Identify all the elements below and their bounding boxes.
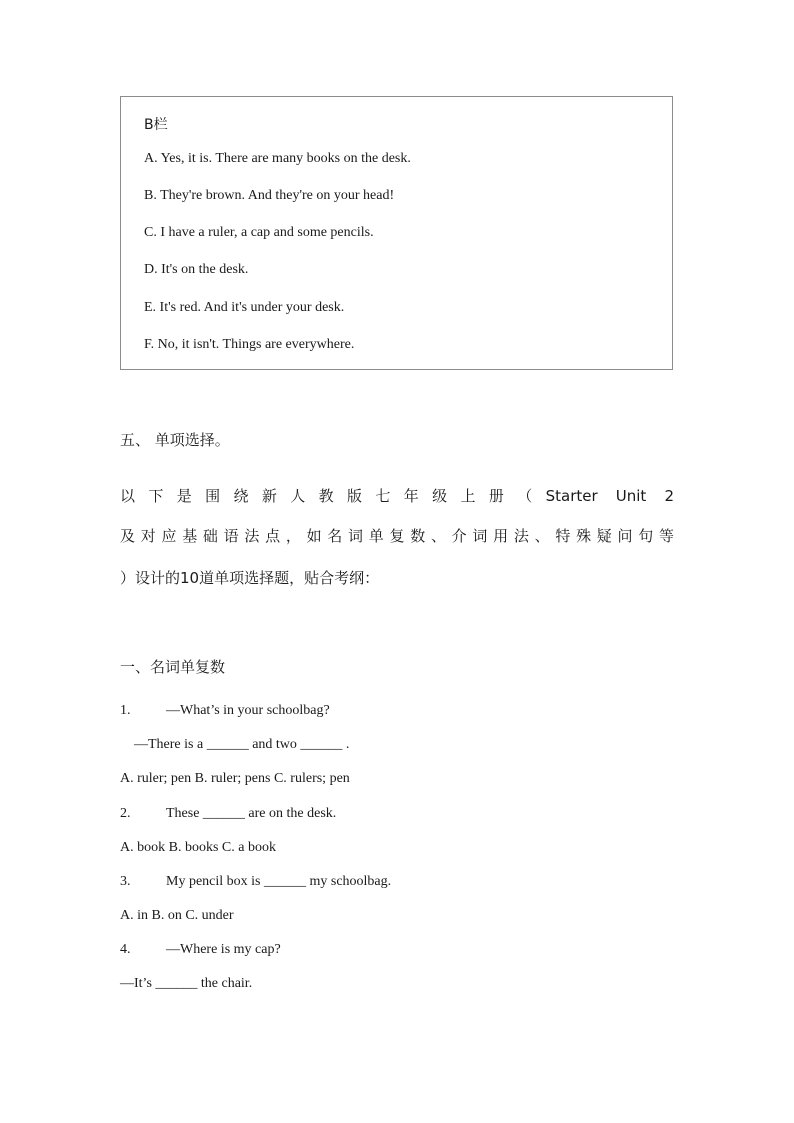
column-b-title: B栏: [144, 117, 168, 133]
column-b-option-d: D. It's on the desk.: [144, 262, 249, 277]
column-b-option-a: A. Yes, it is. There are many books on the desk.: [144, 151, 411, 166]
question-3-options: A. in B. on C. under: [120, 908, 234, 923]
section-five-heading: 五、 单项选择。: [120, 431, 230, 449]
question-2-text: These ______ are on the desk.: [166, 806, 337, 821]
column-b-option-f: F. No, it isn't. Things are everywhere.: [144, 337, 355, 352]
question-1-text: —What’s in your schoolbag?: [166, 703, 330, 718]
section-five-intro-line2: 及对应基础语法点，如名词单复数、介词用法、特殊疑问句等: [120, 527, 674, 545]
question-1: [120, 703, 330, 719]
question-4: [120, 942, 281, 958]
question-2-options: A. book B. books C. a book: [120, 840, 276, 855]
question-4-text: —Where is my cap?: [166, 942, 281, 957]
column-b-option-b: B. They're brown. And they're on your head!: [144, 188, 395, 203]
question-2: [120, 806, 336, 822]
column-b-option-e: E. It's red. And it's under your desk.: [144, 300, 345, 315]
column-b-option-c: C. I have a ruler, a cap and some pencils.: [144, 225, 374, 240]
question-2-number: 2.: [120, 806, 131, 821]
question-3-text: My pencil box is ______ my schoolbag.: [166, 874, 392, 889]
question-1-number: 1.: [120, 703, 131, 718]
question-4-answer-line: —It’s ______ the chair.: [120, 976, 253, 991]
section-five-intro-line3: ）设计的10道单项选择题，贴合考纲：: [120, 569, 380, 587]
section-five-intro-line1: 以下是围绕新人教版七年级上册（Starter Unit 2: [120, 487, 674, 505]
question-4-number: 4.: [120, 942, 131, 957]
part-one-heading: 一、名词单复数: [120, 658, 226, 676]
question-1-answer-line: —There is a ______ and two ______ .: [134, 737, 350, 752]
question-3: [120, 874, 391, 890]
question-1-options: A. ruler; pen B. ruler; pens C. rulers; pen: [120, 771, 350, 786]
question-3-number: 3.: [120, 874, 131, 889]
